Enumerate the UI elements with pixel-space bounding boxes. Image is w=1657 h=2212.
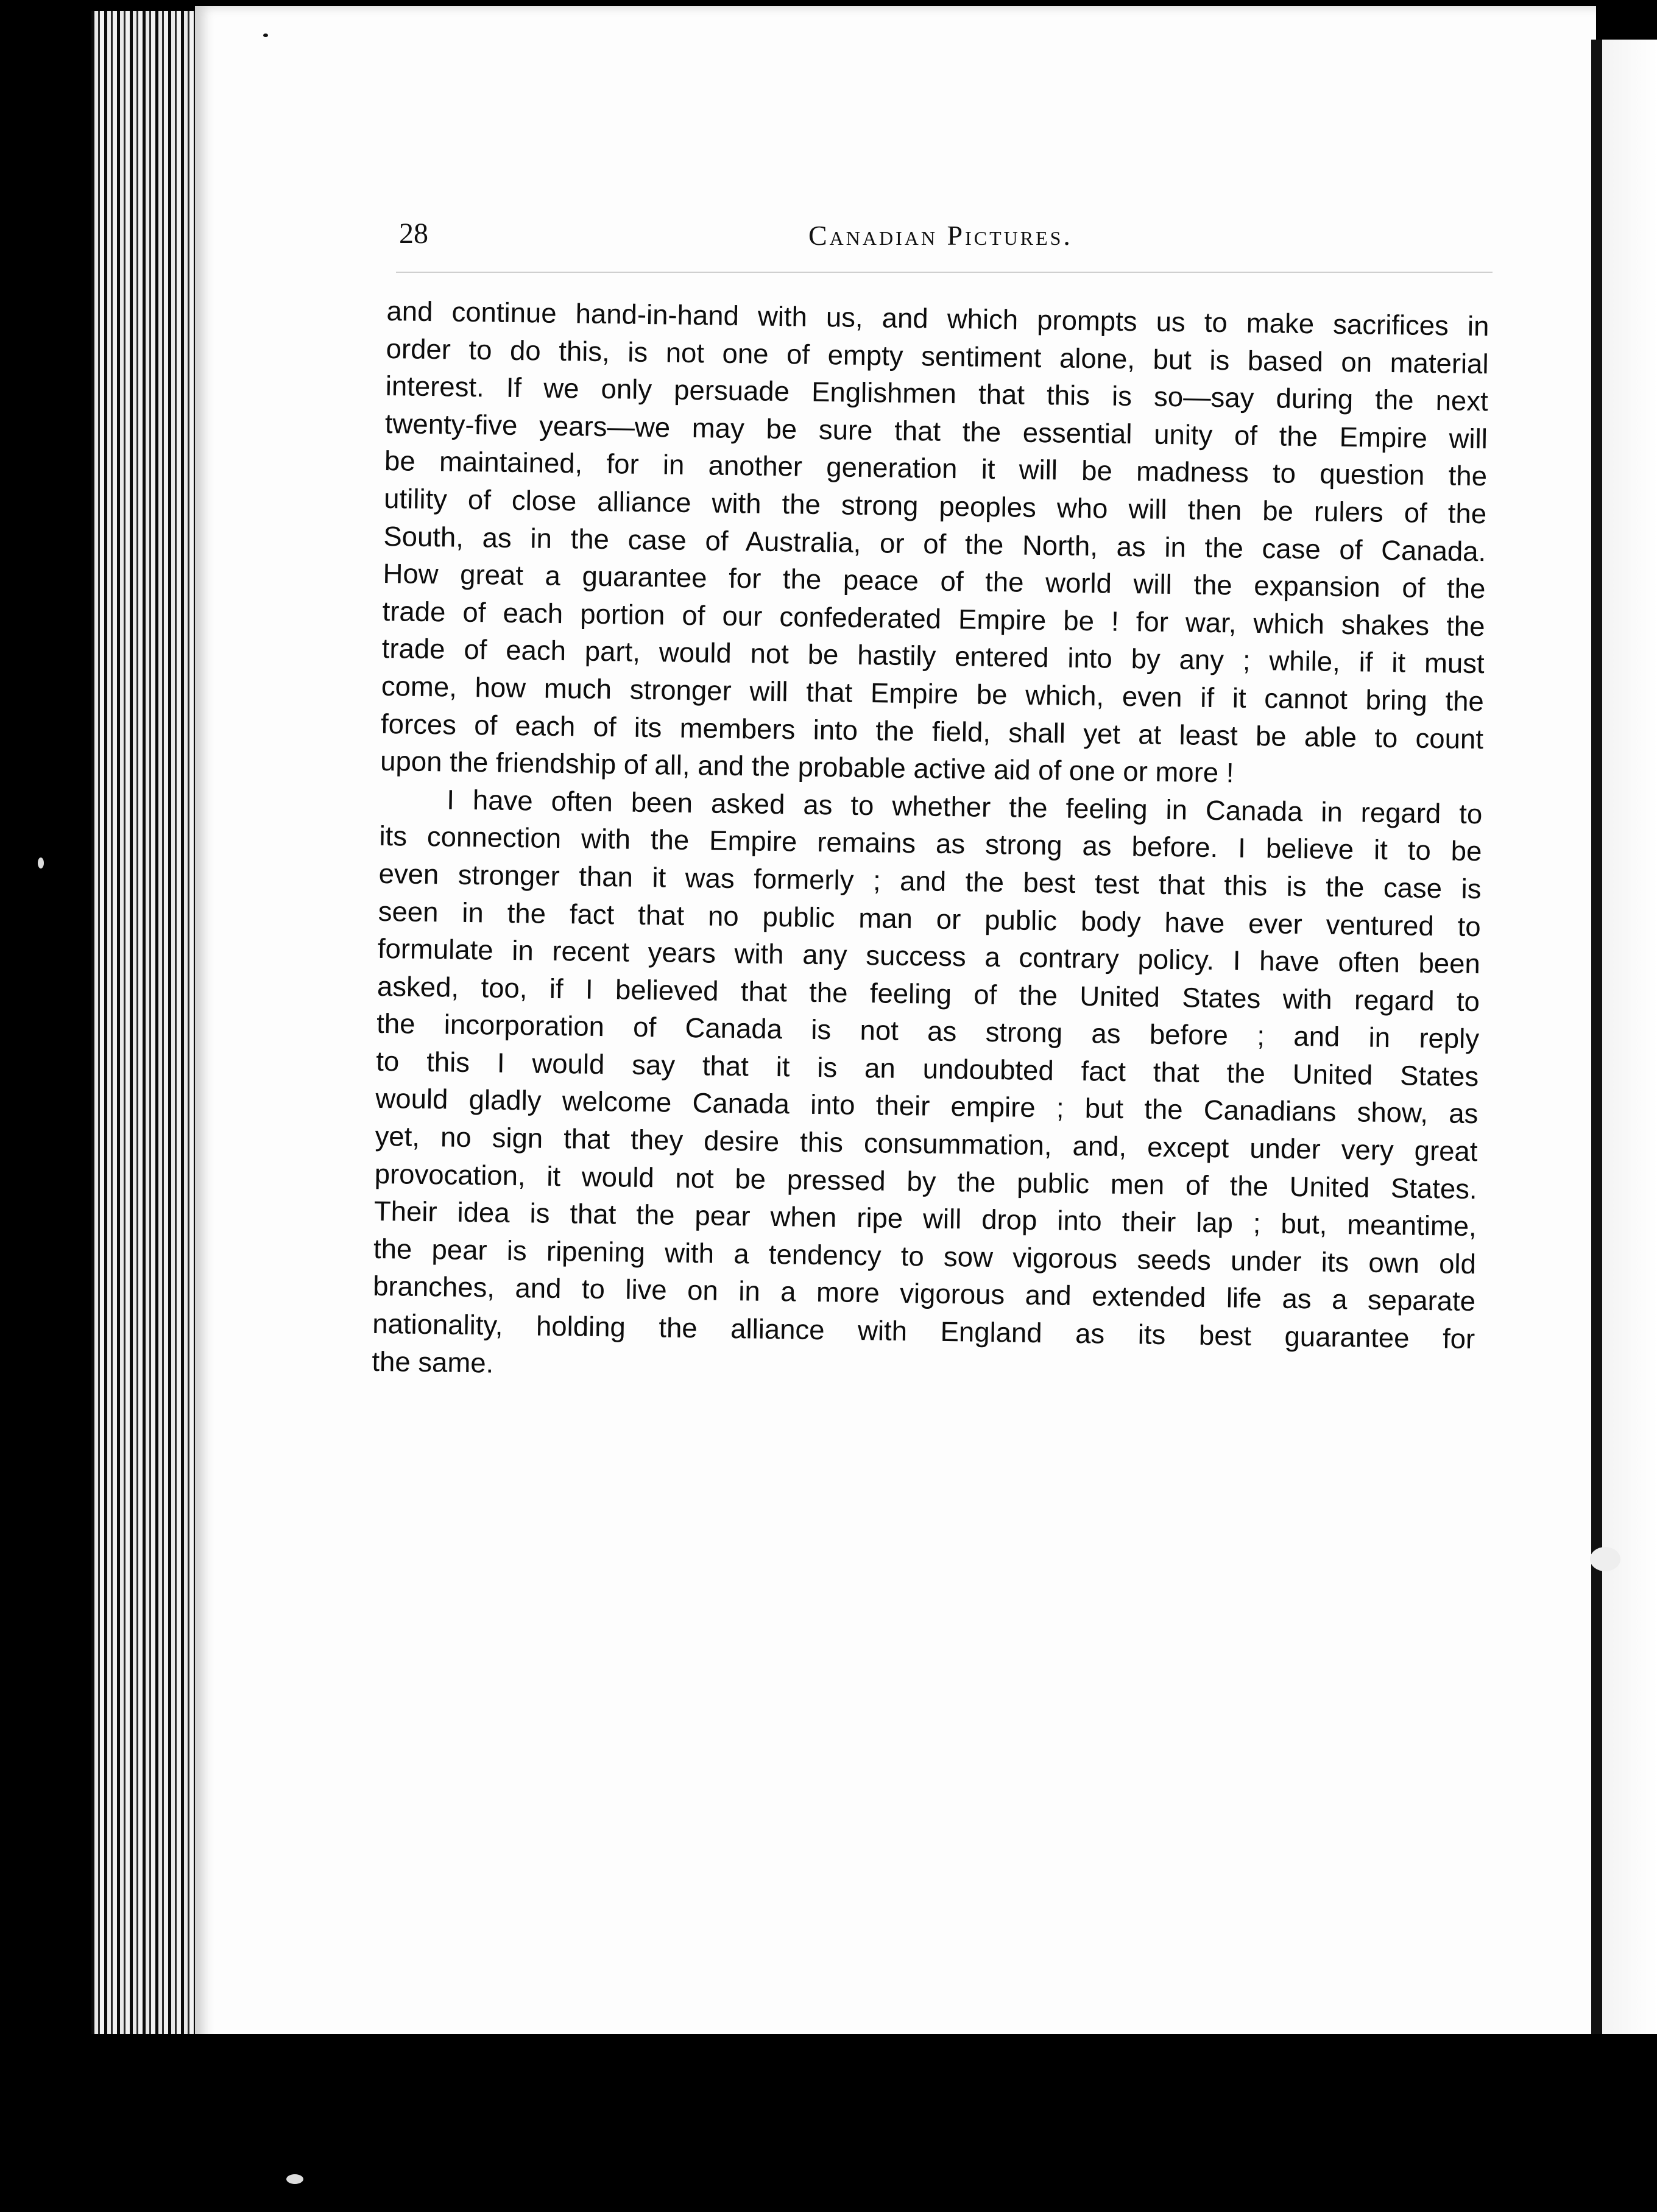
page-header — [399, 214, 1100, 263]
text-line: provocation, it would not be pressed by the public men of the United States. — [374, 1158, 1477, 1205]
page-number: 28 — [399, 217, 428, 250]
scan-speck — [1590, 1547, 1620, 1571]
text-line: order to do this, is not one of empty sentiment alone, but is based on material — [386, 333, 1489, 379]
text-line: branches, and to live on in a more vigorous and extended life as a separate — [372, 1270, 1476, 1317]
text-line: seen in the fact that no public man or public body have ever ventured to — [378, 895, 1481, 942]
text-line: would gladly welcome Canada into their empire ; but the Canadians show, as — [375, 1083, 1479, 1130]
text-line: even stronger than it was formerly ; and the best test that this is the case is — [378, 858, 1482, 905]
scan-background — [91, 2034, 1657, 2212]
text-line: to this I would say that it is an undoubted fact that the United States — [376, 1045, 1479, 1093]
text-line: trade of each part, would not be hastily entered into by any ; while, if it must — [381, 633, 1485, 680]
facing-page-edge — [1591, 40, 1657, 2062]
text-line: its connection with the Empire remains as strong as before. I believe it to be — [379, 820, 1482, 867]
text-line: twenty-five years—we may be sure that the essential unity of the Empire will — [384, 407, 1488, 455]
text-line: the incorporation of Canada is not as strong as before ; and in reply — [376, 1008, 1480, 1055]
scan-speck — [263, 33, 268, 37]
text-line: the pear is ripening with a tendency to sow vigorous seeds under its own old — [373, 1233, 1477, 1280]
book-page-edges — [91, 11, 207, 2039]
text-line: formulate in recent years with any success a contrary policy. I have often been — [377, 932, 1481, 980]
text-line: Their idea is that the pear when ripe will drop into their lap ; but, meantime, — [373, 1196, 1477, 1242]
paragraph-1 — [380, 292, 1489, 795]
text-line: South, as in the case of Australia, or of the North, as in the case of Canada. — [383, 520, 1486, 567]
text-line: asked, too, if I believed that the feeling of the United States with regard to — [376, 970, 1480, 1017]
text-line: interest. If we only persuade Englishmen that this is so—say during the next — [385, 370, 1489, 417]
running-head: Canadian Pictures. — [808, 220, 1073, 251]
text-line: trade of each portion of our confederated Empire be ! for war, which shakes the — [382, 595, 1485, 642]
text-line: be maintained, for in another generation it will be madness to question the — [384, 445, 1488, 492]
paragraph-2 — [372, 780, 1483, 1396]
text-line: come, how much stronger will that Empire be which, even if it cannot bring the — [381, 670, 1485, 717]
text-line: yet, no sign that they desire this consummation, and, except under very great — [375, 1120, 1478, 1168]
text-line: I have often been asked as to whether the feeling in Canada in regard to — [447, 784, 1483, 830]
text-line: and continue hand-in-hand with us, and which prompts us to make sacrifices in — [386, 295, 1489, 342]
scan-speck — [38, 858, 44, 868]
scan-speck — [286, 2174, 303, 2184]
text-line: utility of close alliance with the strong peoples who will then be rulers of the — [383, 482, 1487, 530]
text-line: the same. — [372, 1345, 494, 1379]
text-line: How great a guarantee for the peace of the world will the expansion of the — [383, 558, 1486, 605]
text-line: nationality, holding the alliance with England as its best guarantee for — [372, 1308, 1475, 1355]
body-text — [372, 292, 1489, 1395]
text-line: upon the friendship of all, and the probable active aid of one or more ! — [380, 745, 1234, 789]
header-rule — [396, 272, 1493, 273]
text-line: forces of each of its members into the field, shall yet at least be able to count — [380, 708, 1484, 755]
